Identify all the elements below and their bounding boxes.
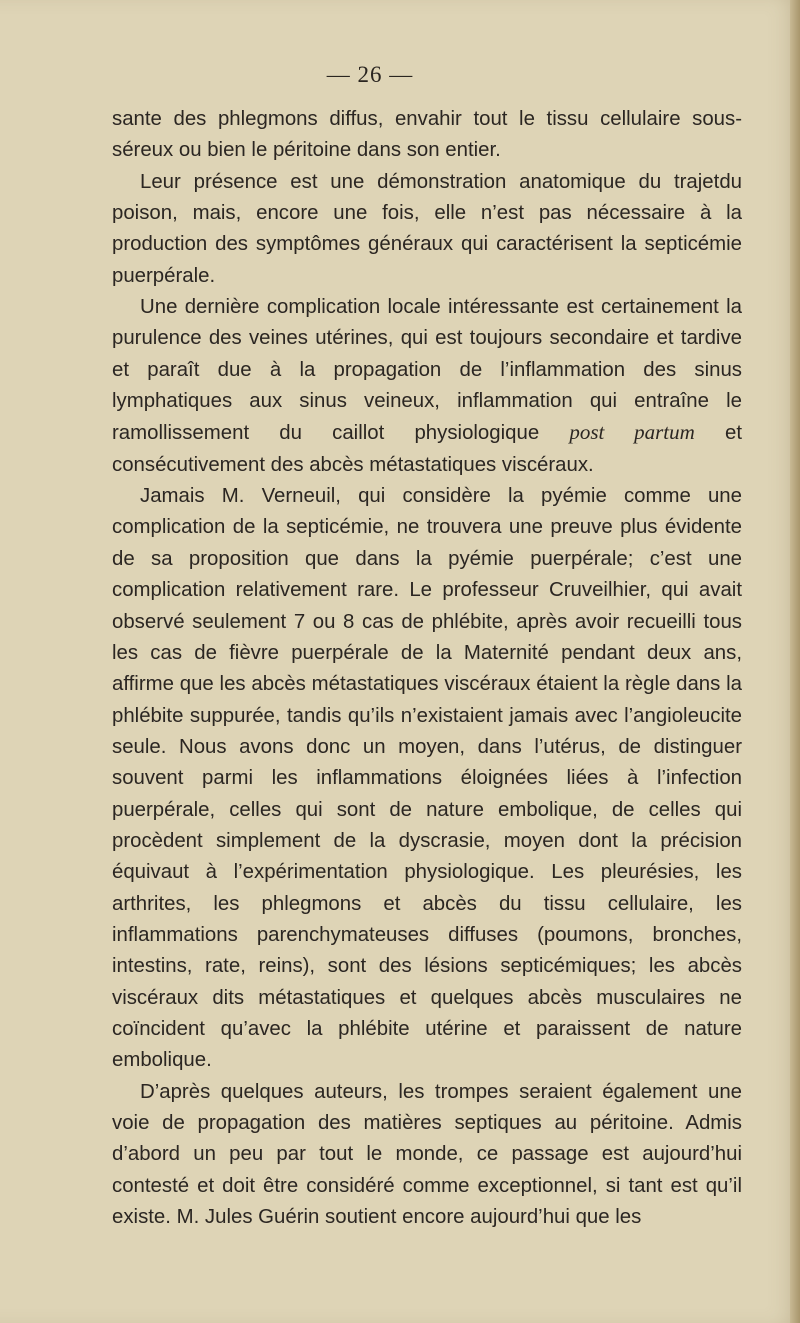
paragraph-3-after: et consécutivement des abcès métastatiques viscéraux. <box>112 422 742 476</box>
body-text <box>112 104 742 1233</box>
page-edge <box>790 0 800 1323</box>
paragraph-4: Jamais M. Verneuil, qui considère la pyémie comme une complication de la septicémie, ne trouvera une preuve plus évidente de sa proposition que dans la pyémie puerpérale; c’est une complication relativement rare. Le professeur Cruveilhier, qui avait observé seulement 7 ou 8 cas de phlébite, après avoir recueilli tous les cas de fièvre puerpérale de la Maternité pendant deux ans, affirme que les abcès métastatiques viscéraux étaient la règle dans la phlébite suppurée, tandis qu’ils n’existaient jamais avec l’angioleucite seule. Nous avons donc un moyen, dans l’utérus, de distinguer souvent parmi les inflammations éloignées liées à l’infection puerpérale, celles qui sont de nature embolique, de celles qui procèdent simplement de la dyscrasie, moyen dont la précision équivaut à l’expérimentation physiologique. Les pleurésies, les arthrites, les phlegmons et abcès du tissu cellulaire, les inflammations parenchymateuses diffuses (poumons, bronches, intestins, rate, reins), sont des lésions septicémiques; les abcès viscéraux dits métastatiques et quelques abcès musculaires ne coïncident qu’avec la phlébite utérine et paraissent de nature embolique. <box>112 485 742 1072</box>
paragraph-5: D’après quelques auteurs, les trompes seraient également une voie de propagation des matières septiques au péritoine. Admis d’abord un peu par tout le monde, ce passage est aujourd’hui contesté et doit être considéré comme exceptionnel, si tant est qu’il existe. M. Jules Guérin soutient encore aujourd’hui que les <box>112 1080 742 1229</box>
paragraph-2: Leur présence est une démonstration anatomique du trajetdu poison, mais, encore une fois, elle n’est pas nécessaire à la production des symptômes généraux qui caractérisent la septicémie puerpérale. <box>112 170 742 287</box>
paragraph-3 <box>112 292 742 481</box>
paragraph-1: sante des phlegmons diffus, envahir tout le tissu cellulaire sous-séreux ou bien le péritoine dans son entier. <box>112 108 742 162</box>
page-number: — 26 — <box>326 62 414 87</box>
paragraph-3-before: Une dernière complication locale intéressante est certainement la purulence des veines utérines, qui est toujours secondaire et tardive et paraît due à la propagation de l’inflammation des sinus lymphatiques aux sinus veineux, inflammation qui entraîne le ramollissement du caillot physiologique <box>112 296 742 445</box>
latin-term-post-partum: post partum <box>569 420 695 445</box>
